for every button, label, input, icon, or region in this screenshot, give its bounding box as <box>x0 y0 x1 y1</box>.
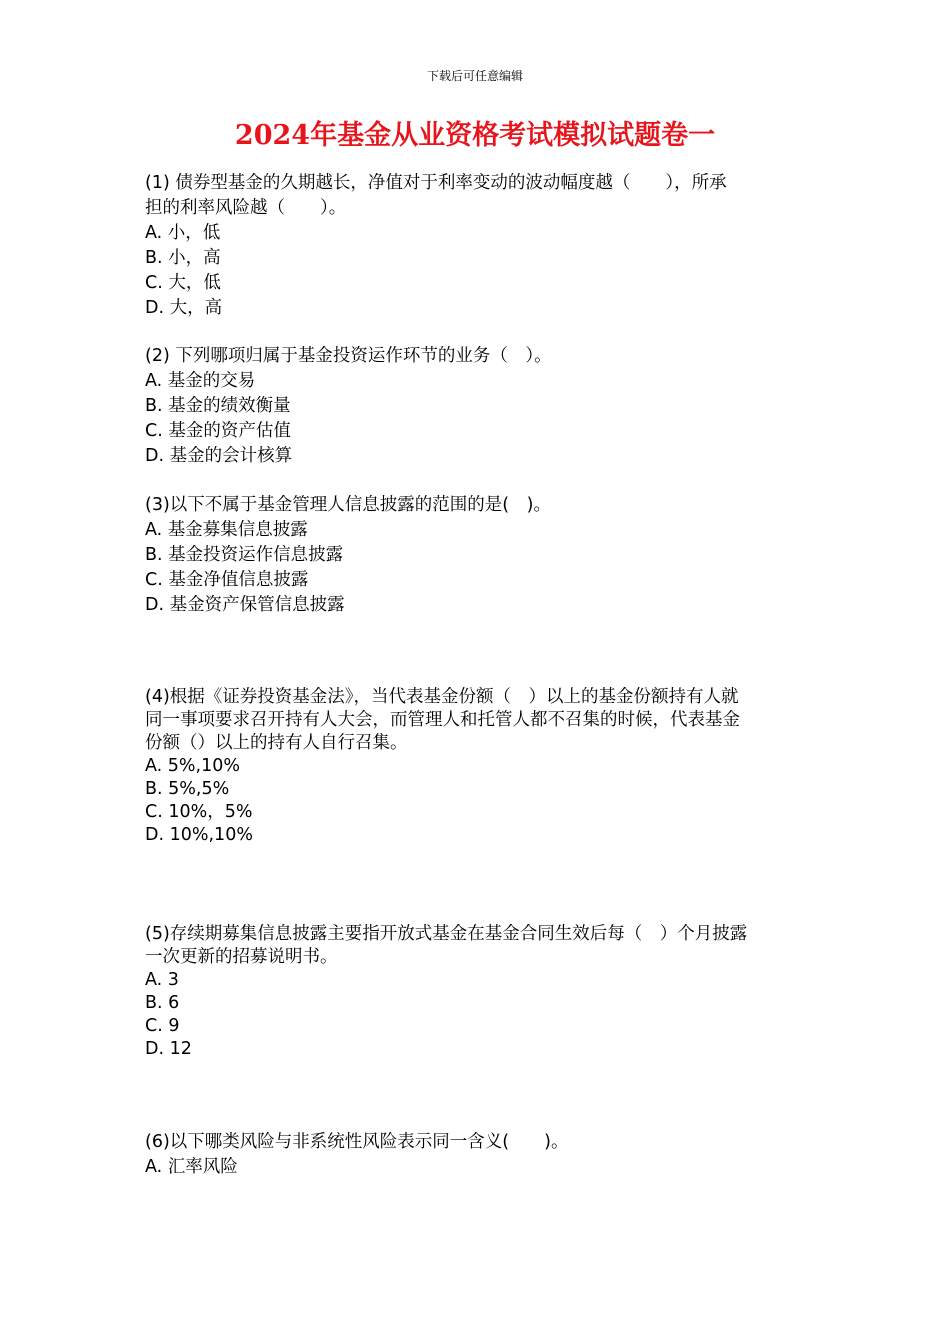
answer-option-a: A. 汇率风险 <box>145 1157 238 1177</box>
answer-option-a: A. 基金募集信息披露 <box>145 520 308 540</box>
question-stem-line: 一次更新的招募说明书。 <box>145 947 338 967</box>
question-stem-line: (3)以下不属于基金管理人信息披露的范围的是( )。 <box>145 495 551 515</box>
download-editable-note: 下载后可任意编辑 <box>426 69 523 83</box>
answer-option-c: C. 10%，5% <box>145 802 253 822</box>
answer-option-b: B. 5%,5% <box>145 779 230 799</box>
answer-option-b: B. 小，高 <box>145 248 221 268</box>
answer-option-b: B. 6 <box>145 993 180 1013</box>
answer-option-d: D. 基金资产保管信息披露 <box>145 595 345 615</box>
question-stem-line: 担的利率风险越（ ）。 <box>145 198 347 218</box>
answer-option-d: D. 12 <box>145 1039 192 1059</box>
answer-option-c: C. 大，低 <box>145 273 221 293</box>
question-6 <box>145 1130 815 1180</box>
question-stem-line: (6)以下哪类风险与非系统性风险表示同一含义( )。 <box>145 1132 569 1152</box>
question-3 <box>145 493 815 618</box>
question-stem-line: (4)根据《证券投资基金法》，当代表基金份额（ ）以上的基金份额持有人就 <box>145 687 739 707</box>
answer-option-d: D. 10%,10% <box>145 825 253 845</box>
question-stem-line: (2) 下列哪项归属于基金投资运作环节的业务（ ）。 <box>145 346 552 366</box>
question-4 <box>145 686 815 847</box>
question-stem-line: 同一事项要求召开持有人大会，而管理人和托管人都不召集的时候，代表基金 <box>145 710 740 730</box>
page-title: 2024年基金从业资格考试模拟试题卷一 <box>234 120 716 151</box>
question-stem-line: 份额（）以上的持有人自行召集。 <box>145 733 408 753</box>
answer-option-c: C. 9 <box>145 1016 180 1036</box>
answer-option-b: B. 基金的绩效衡量 <box>145 396 291 416</box>
question-1 <box>145 171 815 321</box>
question-5 <box>145 923 815 1061</box>
answer-option-a: A. 基金的交易 <box>145 371 256 391</box>
question-2 <box>145 344 815 469</box>
answer-option-d: D. 基金的会计核算 <box>145 446 293 466</box>
answer-option-b: B. 基金投资运作信息披露 <box>145 545 344 565</box>
question-stem-line: (5)存续期募集信息披露主要指开放式基金在基金合同生效后每（ ）个月披露 <box>145 924 748 944</box>
answer-option-a: A. 5%,10% <box>145 756 241 776</box>
answer-option-a: A. 3 <box>145 970 179 990</box>
question-stem-line: (1) 债券型基金的久期越长，净值对于利率变动的波动幅度越（ ），所承 <box>145 173 727 193</box>
answer-option-c: C. 基金的资产估值 <box>145 421 291 441</box>
answer-option-d: D. 大，高 <box>145 298 223 318</box>
answer-option-c: C. 基金净值信息披露 <box>145 570 309 590</box>
answer-option-a: A. 小，低 <box>145 223 221 243</box>
